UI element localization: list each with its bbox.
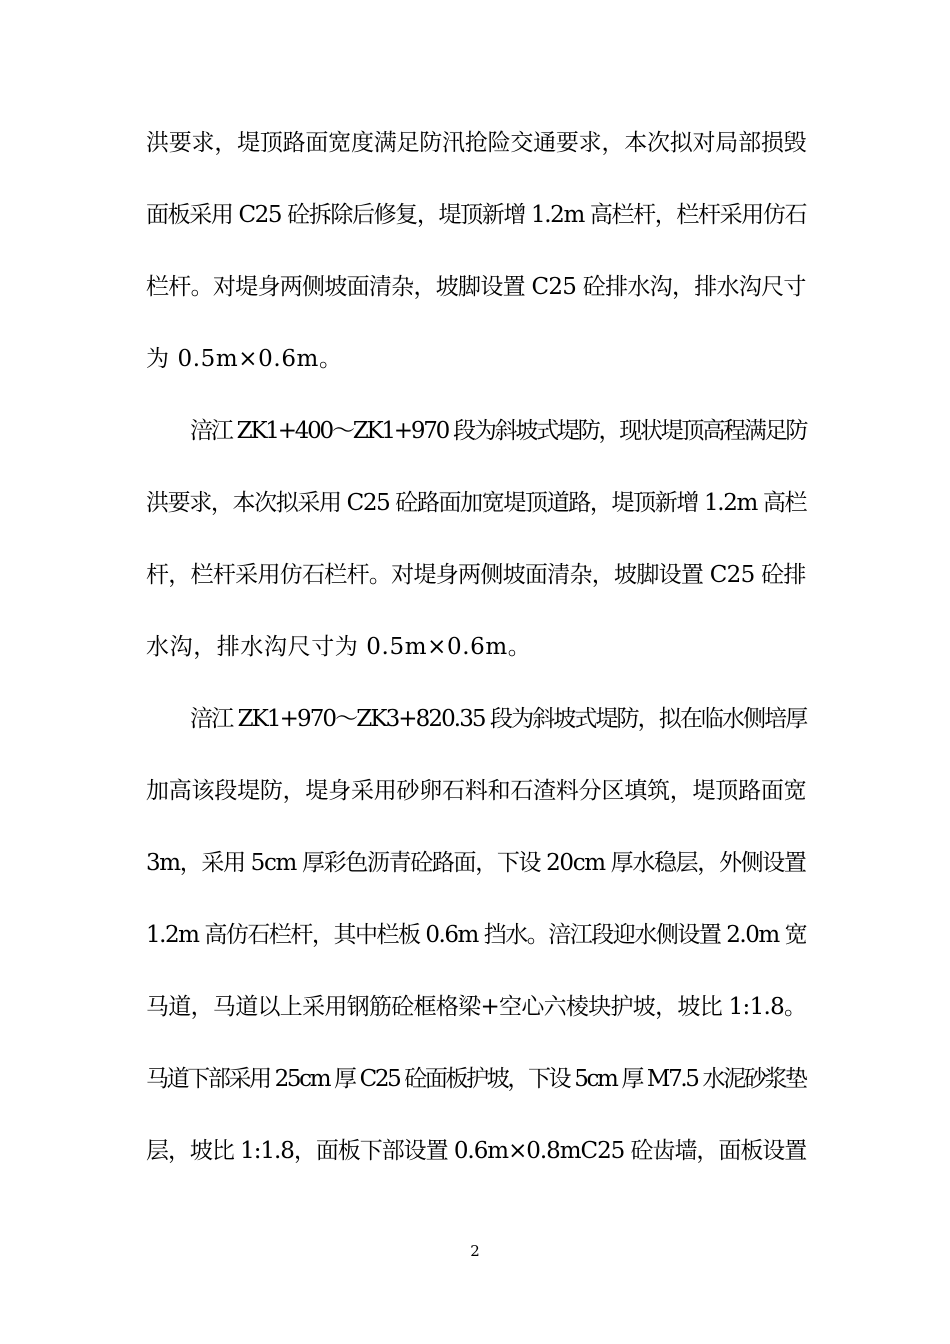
- text-line: 马道下部采用 25cm 厚 C25 砼面板护坡，下设 5cm 厚 M7.5 水泥砂浆垫: [146, 1066, 806, 1092]
- text-line: 洪要求，本次拟采用 C25 砼路面加宽堤顶道路，堤顶新增 1.2m 高栏: [146, 490, 807, 516]
- text-line: 面板采用 C25 砼拆除后修复，堤顶新增 1.2m 高栏杆，栏杆采用仿石: [146, 202, 807, 228]
- paragraph-first-line: 涪江 ZK1+970～ZK3+820.35 段为斜坡式堤防，拟在临水侧培厚: [190, 706, 807, 732]
- text-line: 马道，马道以上采用钢筋砼框格梁+空心六棱块护坡，坡比 1:1.8。: [146, 994, 807, 1020]
- text-line: 层，坡比 1:1.8，面板下部设置 0.6m×0.8mC25 砼齿墙，面板设置: [146, 1138, 807, 1164]
- text-line: 洪要求，堤顶路面宽度满足防汛抢险交通要求，本次拟对局部损毁: [146, 130, 807, 156]
- text-line: 3m，采用 5cm 厚彩色沥青砼路面，下设 20cm 厚水稳层，外侧设置: [146, 850, 806, 876]
- text-line: 为 0.5m×0.6m。: [146, 346, 343, 372]
- paragraph-first-line: 涪江 ZK1+400～ZK1+970 段为斜坡式堤防，现状堤顶高程满足防: [190, 418, 807, 444]
- page-number: 2: [470, 1242, 480, 1260]
- text-line: 加高该段堤防，堤身采用砂卵石料和石渣料分区填筑，堤顶路面宽: [146, 778, 807, 804]
- text-line: 栏杆。对堤身两侧坡面清杂，坡脚设置 C25 砼排水沟，排水沟尺寸: [146, 274, 806, 300]
- text-line: 1.2m 高仿石栏杆，其中栏板 0.6m 挡水。涪江段迎水侧设置 2.0m 宽: [146, 922, 807, 948]
- text-line: 水沟，排水沟尺寸为 0.5m×0.6m。: [146, 634, 532, 660]
- text-line: 杆，栏杆采用仿石栏杆。对堤身两侧坡面清杂，坡脚设置 C25 砼排: [146, 562, 806, 588]
